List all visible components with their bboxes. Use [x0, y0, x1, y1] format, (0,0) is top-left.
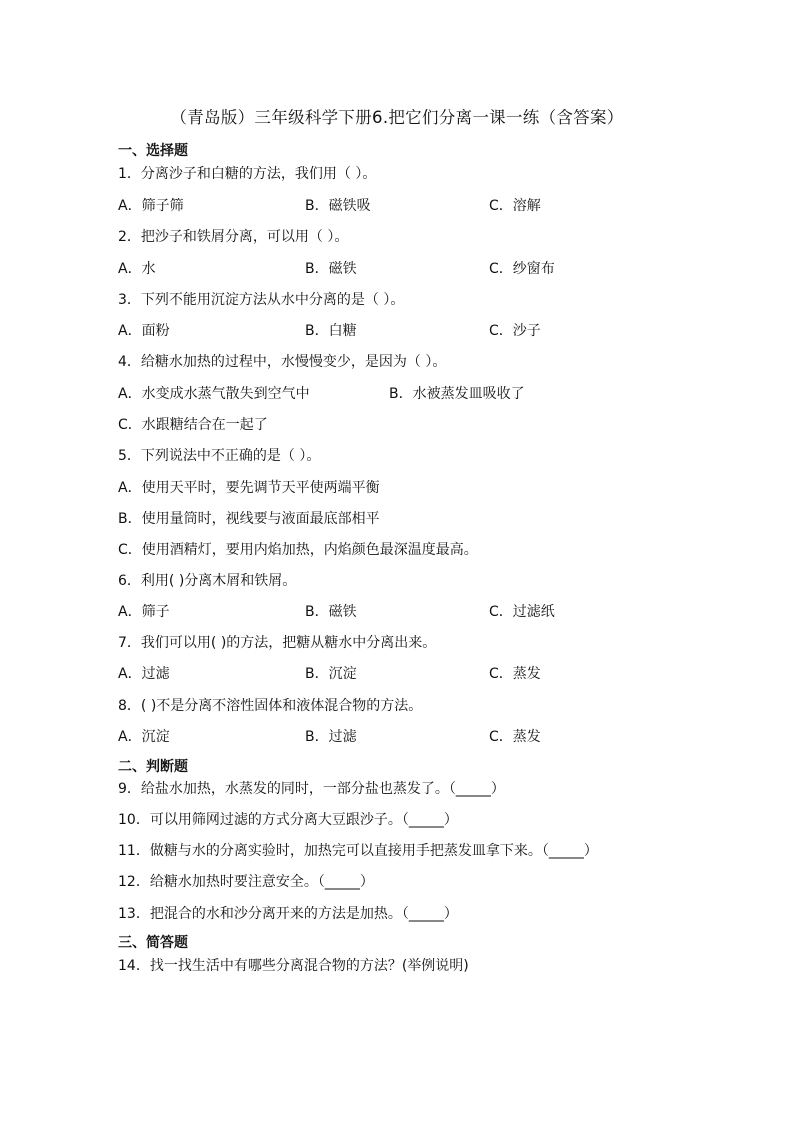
q3-option-a: A．面粉 — [118, 323, 170, 339]
short-question-14: 14．找一找生活中有哪些分离混合物的方法？(举例说明) — [118, 958, 469, 974]
page-title: （青岛版）三年级科学下册6.把它们分离一课一练（含答案） — [170, 108, 624, 127]
q7-option-a: A．过滤 — [118, 666, 170, 682]
q2-option-a: A．水 — [118, 261, 156, 277]
question-5: 5．下列说法中不正确的是（ ）。 — [118, 448, 321, 464]
question-1: 1．分离沙子和白糖的方法，我们用（ ）。 — [118, 166, 377, 182]
section-heading-judge: 二、判断题 — [118, 759, 188, 775]
question-3: 3．下列不能用沉淀方法从水中分离的是（ ）。 — [118, 292, 405, 308]
question-8: 8．( )不是分离不溶性固体和液体混合物的方法。 — [118, 698, 423, 714]
section-heading-short: 三、简答题 — [118, 935, 188, 951]
judgement-10: 10．可以用筛网过滤的方式分离大豆跟沙子。（_____） — [118, 812, 458, 828]
judgement-12: 12．给糖水加热时要注意安全。（_____） — [118, 874, 374, 890]
judgement-13: 13．把混合的水和沙分离开来的方法是加热。（_____） — [118, 906, 458, 922]
q3-option-b: B．白糖 — [305, 323, 357, 339]
judgement-11: 11．做糖与水的分离实验时，加热完可以直接用手把蒸发皿拿下来。（_____） — [118, 843, 598, 859]
q8-option-b: B．过滤 — [305, 729, 357, 745]
q5-option-c: C．使用酒精灯，要用内焰加热，内焰颜色最深温度最高。 — [118, 542, 478, 558]
question-4: 4．给糖水加热的过程中，水慢慢变少，是因为（ ）。 — [118, 354, 447, 370]
q7-option-b: B．沉淀 — [305, 666, 357, 682]
q6-option-b: B．磁铁 — [305, 604, 357, 620]
q8-option-c: C．蒸发 — [489, 729, 541, 745]
q5-option-a: A．使用天平时，要先调节天平使两端平衡 — [118, 480, 380, 496]
question-2: 2．把沙子和铁屑分离，可以用（ ）。 — [118, 229, 349, 245]
q3-option-c: C．沙子 — [489, 323, 541, 339]
q5-option-b: B．使用量筒时，视线要与液面最底部相平 — [118, 511, 380, 527]
question-7: 7．我们可以用( )的方法，把糖从糖水中分离出来。 — [118, 635, 437, 651]
q4-option-c: C．水跟糖结合在一起了 — [118, 417, 268, 433]
judgement-9: 9．给盐水加热，水蒸发的同时，一部分盐也蒸发了。（_____） — [118, 781, 505, 797]
question-6: 6．利用( )分离木屑和铁屑。 — [118, 573, 297, 589]
section-heading-choice: 一、选择题 — [118, 143, 188, 159]
q1-option-c: C．溶解 — [489, 198, 541, 214]
q2-option-c: C．纱窗布 — [489, 261, 555, 277]
q7-option-c: C．蒸发 — [489, 666, 541, 682]
q6-option-c: C．过滤纸 — [489, 604, 555, 620]
q1-option-b: B．磁铁吸 — [305, 198, 371, 214]
q2-option-b: B．磁铁 — [305, 261, 357, 277]
q8-option-a: A．沉淀 — [118, 729, 170, 745]
q4-option-a: A．水变成水蒸气散失到空气中 — [118, 386, 310, 402]
q1-option-a: A．筛子筛 — [118, 198, 184, 214]
q4-option-b: B．水被蒸发皿吸收了 — [389, 386, 525, 402]
q6-option-a: A．筛子 — [118, 604, 170, 620]
